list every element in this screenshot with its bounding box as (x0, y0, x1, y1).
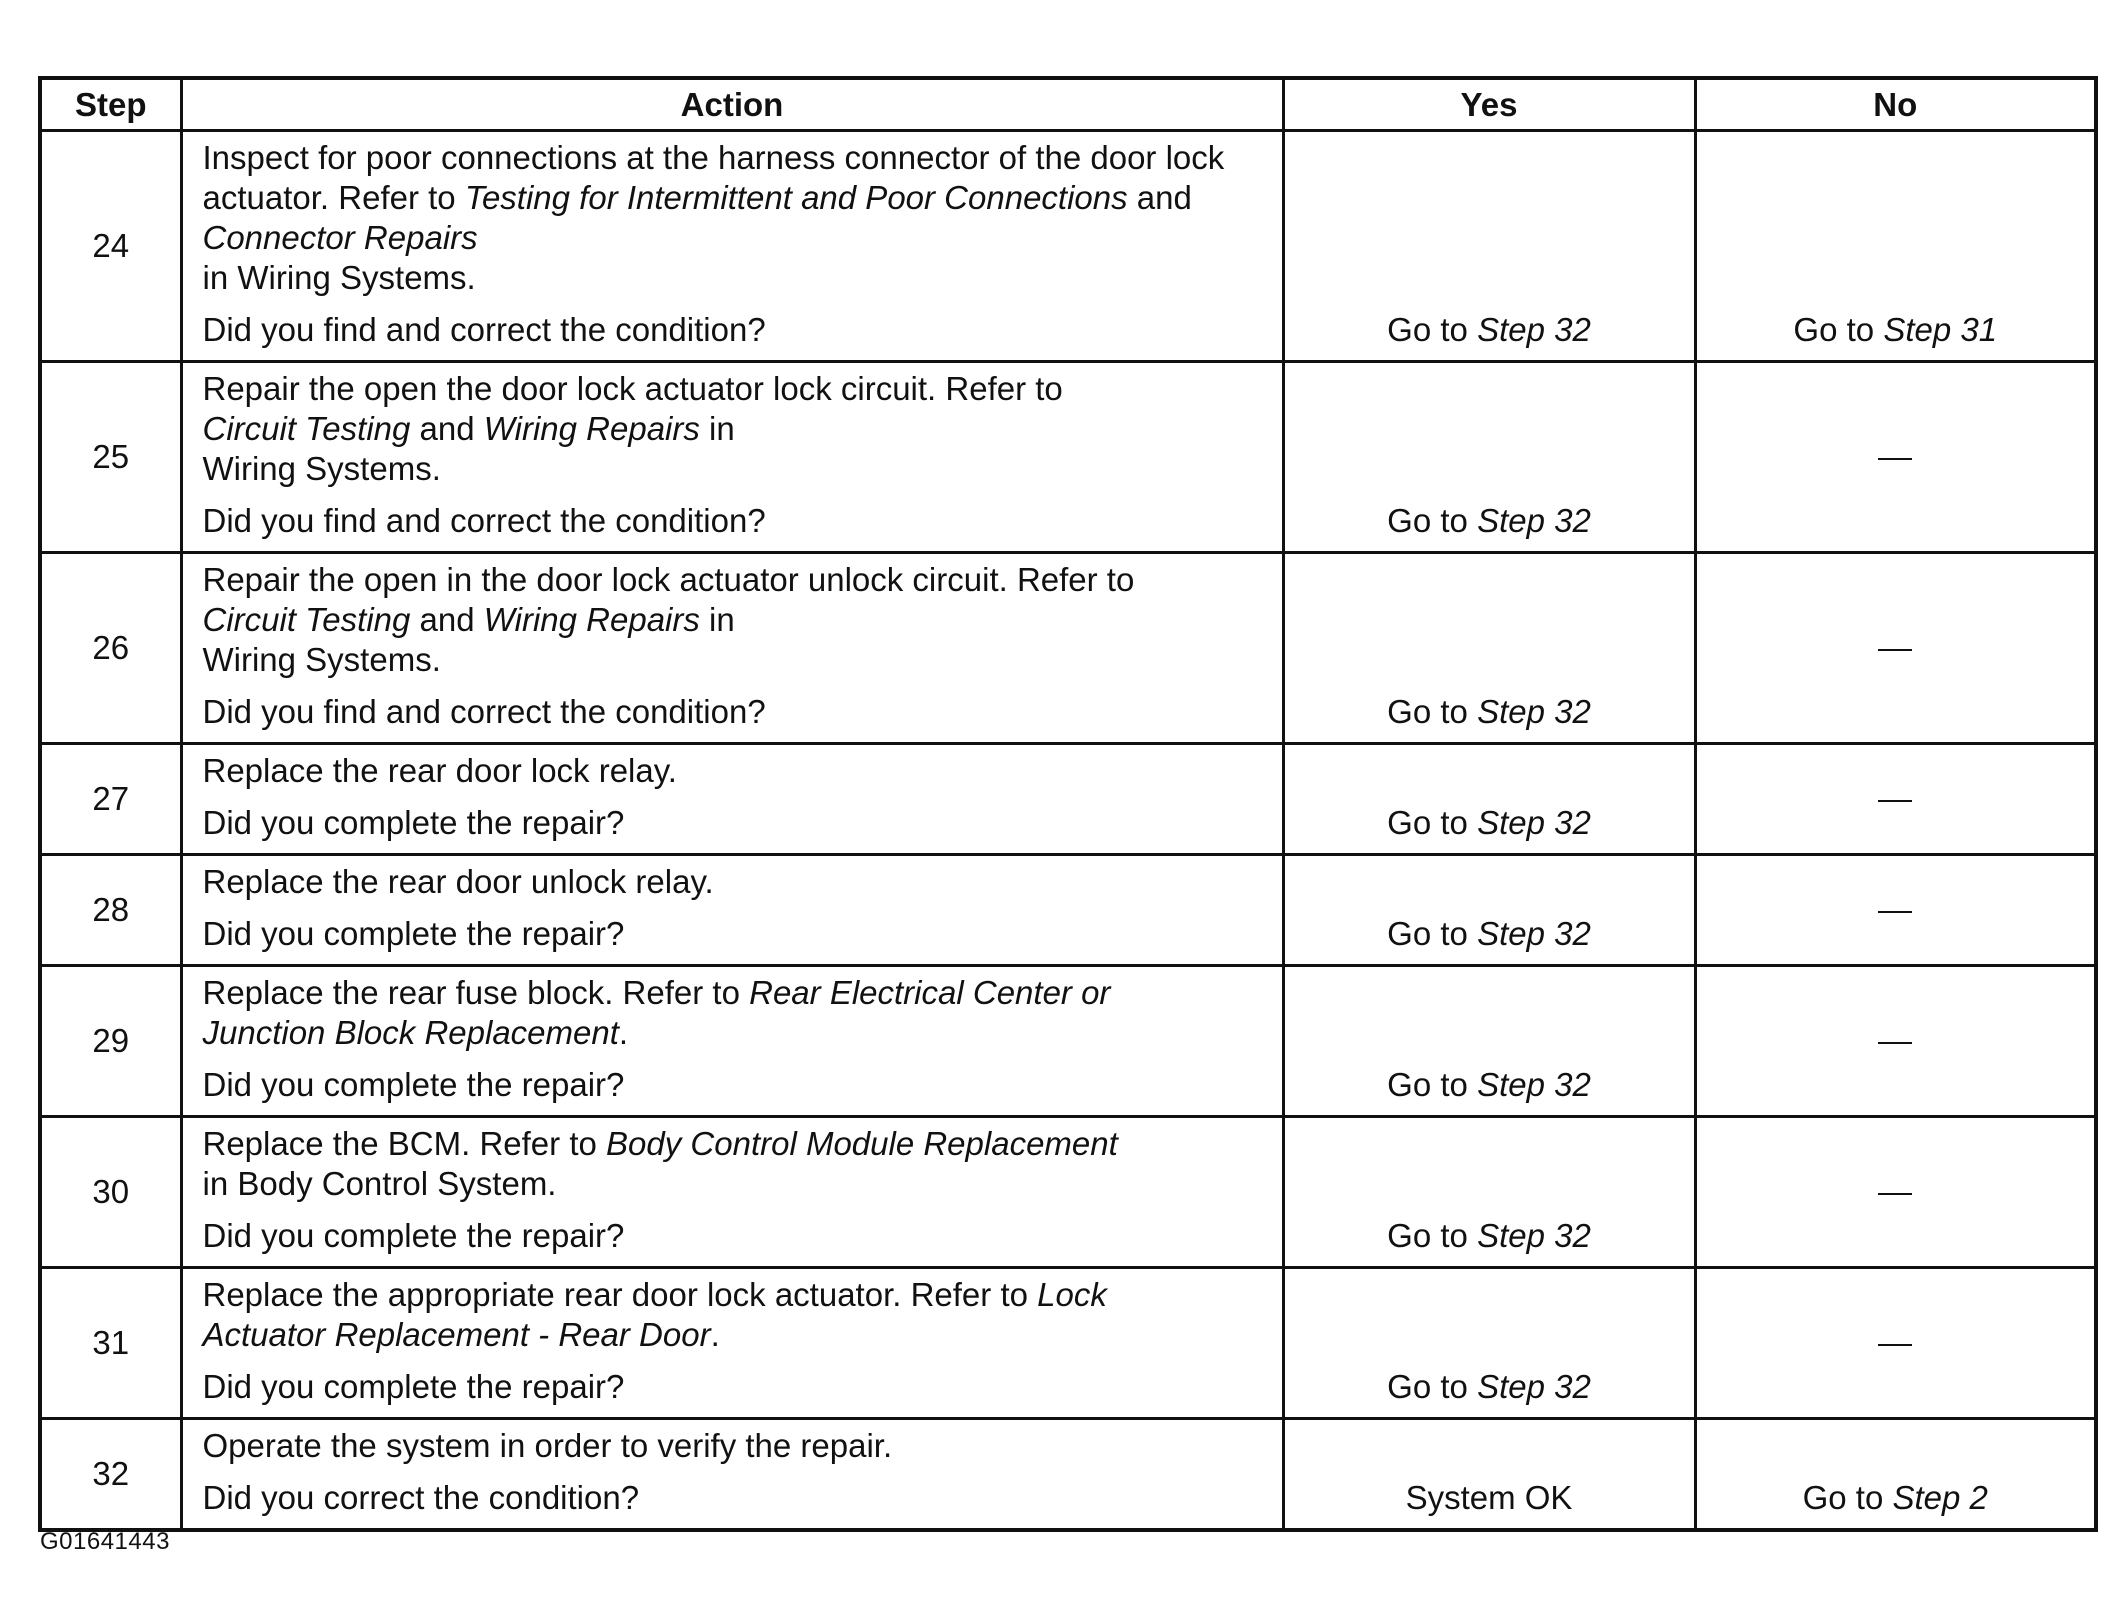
step-number: 24 (40, 131, 181, 362)
table-row (40, 131, 2096, 362)
em-dash-mark (1878, 1193, 1912, 1195)
yes-result (1283, 1268, 1695, 1419)
instruction-text: Replace the BCM. Refer to (202, 1125, 607, 1162)
yes-step-reference: Step 32 (1477, 1066, 1591, 1103)
instruction-text: and (410, 410, 484, 447)
table-row (40, 1268, 2096, 1419)
yes-text: Go to (1387, 693, 1478, 730)
yes-step-reference: Step 32 (1477, 311, 1591, 348)
header-action: Action (181, 78, 1283, 131)
action-question: Did you find and correct the condition? (202, 693, 766, 730)
step-number: 32 (40, 1419, 181, 1531)
yes-result (1283, 966, 1695, 1117)
action-question: Did you correct the condition? (202, 1479, 640, 1516)
reference-link-text: Connector Repairs (202, 219, 478, 256)
instruction-text: in Wiring Systems. (202, 259, 476, 296)
instruction-text: Replace the rear fuse block. Refer to (202, 974, 750, 1011)
instruction-text: Replace the rear door unlock relay. (202, 863, 714, 900)
yes-text: Go to (1387, 1368, 1478, 1405)
step-number: 26 (40, 553, 181, 744)
action-cell (181, 744, 1283, 855)
table-row (40, 362, 2096, 553)
step-number: 28 (40, 855, 181, 966)
yes-result (1283, 1419, 1695, 1531)
action-cell (181, 362, 1283, 553)
instruction-text: in Wiring Systems. (202, 601, 735, 678)
action-question: Did you complete the repair? (202, 1368, 625, 1405)
no-result (1695, 131, 2096, 362)
instruction-text: . (618, 1014, 629, 1051)
action-cell (181, 1268, 1283, 1419)
step-number: 31 (40, 1268, 181, 1419)
yes-text: System OK (1405, 1479, 1573, 1516)
table-row (40, 1117, 2096, 1268)
action-instruction (203, 560, 1270, 680)
action-question: Did you complete the repair? (202, 915, 625, 952)
instruction-text: in Wiring Systems. (202, 410, 735, 487)
reference-link-text: Testing for Intermittent and Poor Connections (464, 179, 1128, 216)
no-result (1695, 553, 2096, 744)
em-dash-mark (1878, 1344, 1912, 1346)
em-dash-mark (1878, 458, 1912, 460)
instruction-text: Repair the open the door lock actuator lock circuit. Refer to (202, 370, 1063, 407)
yes-step-reference: Step 32 (1477, 1368, 1591, 1405)
action-question: Did you complete the repair? (202, 1217, 625, 1254)
yes-step-reference: Step 32 (1477, 502, 1591, 539)
reference-link-text: Wiring Repairs (483, 601, 700, 638)
action-instruction (203, 138, 1270, 298)
no-result (1695, 744, 2096, 855)
action-cell (181, 1117, 1283, 1268)
figure-id: G01641443 (40, 1528, 170, 1555)
table-row (40, 855, 2096, 966)
instruction-text: and (1127, 179, 1192, 216)
em-dash-mark (1878, 911, 1912, 913)
yes-result (1283, 362, 1695, 553)
yes-result (1283, 553, 1695, 744)
table-row (40, 744, 2096, 855)
action-instruction (203, 1124, 1270, 1204)
instruction-text: Replace the appropriate rear door lock actuator. Refer to (202, 1276, 1038, 1313)
no-result (1695, 362, 2096, 553)
yes-text: Go to (1387, 502, 1478, 539)
instruction-text: Operate the system in order to verify the repair. (202, 1427, 893, 1464)
action-question: Did you find and correct the condition? (202, 502, 766, 539)
action-question: Did you complete the repair? (202, 804, 625, 841)
yes-result (1283, 1117, 1695, 1268)
table-row (40, 1419, 2096, 1531)
action-cell (181, 553, 1283, 744)
step-number: 29 (40, 966, 181, 1117)
instruction-text: Repair the open in the door lock actuator unlock circuit. Refer to (202, 561, 1135, 598)
yes-text: Go to (1387, 311, 1478, 348)
no-result (1695, 1268, 2096, 1419)
yes-text: Go to (1387, 804, 1478, 841)
no-step-reference: Step 31 (1883, 311, 1998, 348)
reference-link-text: Lock Actuator Replacement - Rear Door (202, 1276, 1107, 1353)
yes-text: Go to (1387, 1217, 1478, 1254)
action-question: Did you complete the repair? (202, 1066, 625, 1103)
diagnostic-table (38, 76, 2098, 1532)
reference-link-text: Circuit Testing (202, 601, 411, 638)
yes-result (1283, 744, 1695, 855)
yes-step-reference: Step 32 (1477, 804, 1591, 841)
reference-link-text: Rear Electrical Center or Junction Block Replacement (202, 974, 1111, 1051)
no-result (1695, 966, 2096, 1117)
step-number: 25 (40, 362, 181, 553)
no-result (1695, 1419, 2096, 1531)
reference-link-text: Body Control Module Replacement (606, 1125, 1118, 1162)
em-dash-mark (1878, 649, 1912, 651)
reference-link-text: Circuit Testing (202, 410, 411, 447)
yes-text: Go to (1387, 915, 1478, 952)
header-step: Step (40, 78, 181, 131)
action-cell (181, 855, 1283, 966)
header-yes: Yes (1283, 78, 1695, 131)
em-dash-mark (1878, 1042, 1912, 1044)
action-question: Did you find and correct the condition? (202, 311, 766, 348)
instruction-text: Inspect for poor connections at the harness connector of the door lock actuator. Refer to (202, 139, 1225, 216)
yes-step-reference: Step 32 (1477, 915, 1591, 952)
step-number: 30 (40, 1117, 181, 1268)
reference-link-text: Wiring Repairs (483, 410, 700, 447)
yes-step-reference: Step 32 (1477, 693, 1591, 730)
table-header-row (40, 78, 2096, 131)
step-number: 27 (40, 744, 181, 855)
yes-step-reference: Step 32 (1477, 1217, 1591, 1254)
no-step-reference: Step 2 (1892, 1479, 1988, 1516)
action-instruction (203, 369, 1270, 489)
action-instruction (203, 973, 1270, 1053)
table-body (40, 131, 2096, 1531)
no-text: Go to (1802, 1479, 1893, 1516)
yes-result (1283, 131, 1695, 362)
no-result (1695, 855, 2096, 966)
instruction-text: in Body Control System. (202, 1165, 557, 1202)
instruction-text: Replace the rear door lock relay. (202, 752, 677, 789)
instruction-text: . (710, 1316, 720, 1353)
action-instruction (203, 862, 1270, 902)
action-instruction (203, 751, 1270, 791)
table-row (40, 966, 2096, 1117)
em-dash-mark (1878, 800, 1912, 802)
yes-text: Go to (1387, 1066, 1478, 1103)
action-cell (181, 966, 1283, 1117)
header-no: No (1695, 78, 2096, 131)
no-text: Go to (1793, 311, 1884, 348)
instruction-text: and (410, 601, 484, 638)
table-row (40, 553, 2096, 744)
action-instruction (203, 1426, 1270, 1466)
yes-result (1283, 855, 1695, 966)
action-cell (181, 1419, 1283, 1531)
action-instruction (203, 1275, 1270, 1355)
no-result (1695, 1117, 2096, 1268)
action-cell (181, 131, 1283, 362)
